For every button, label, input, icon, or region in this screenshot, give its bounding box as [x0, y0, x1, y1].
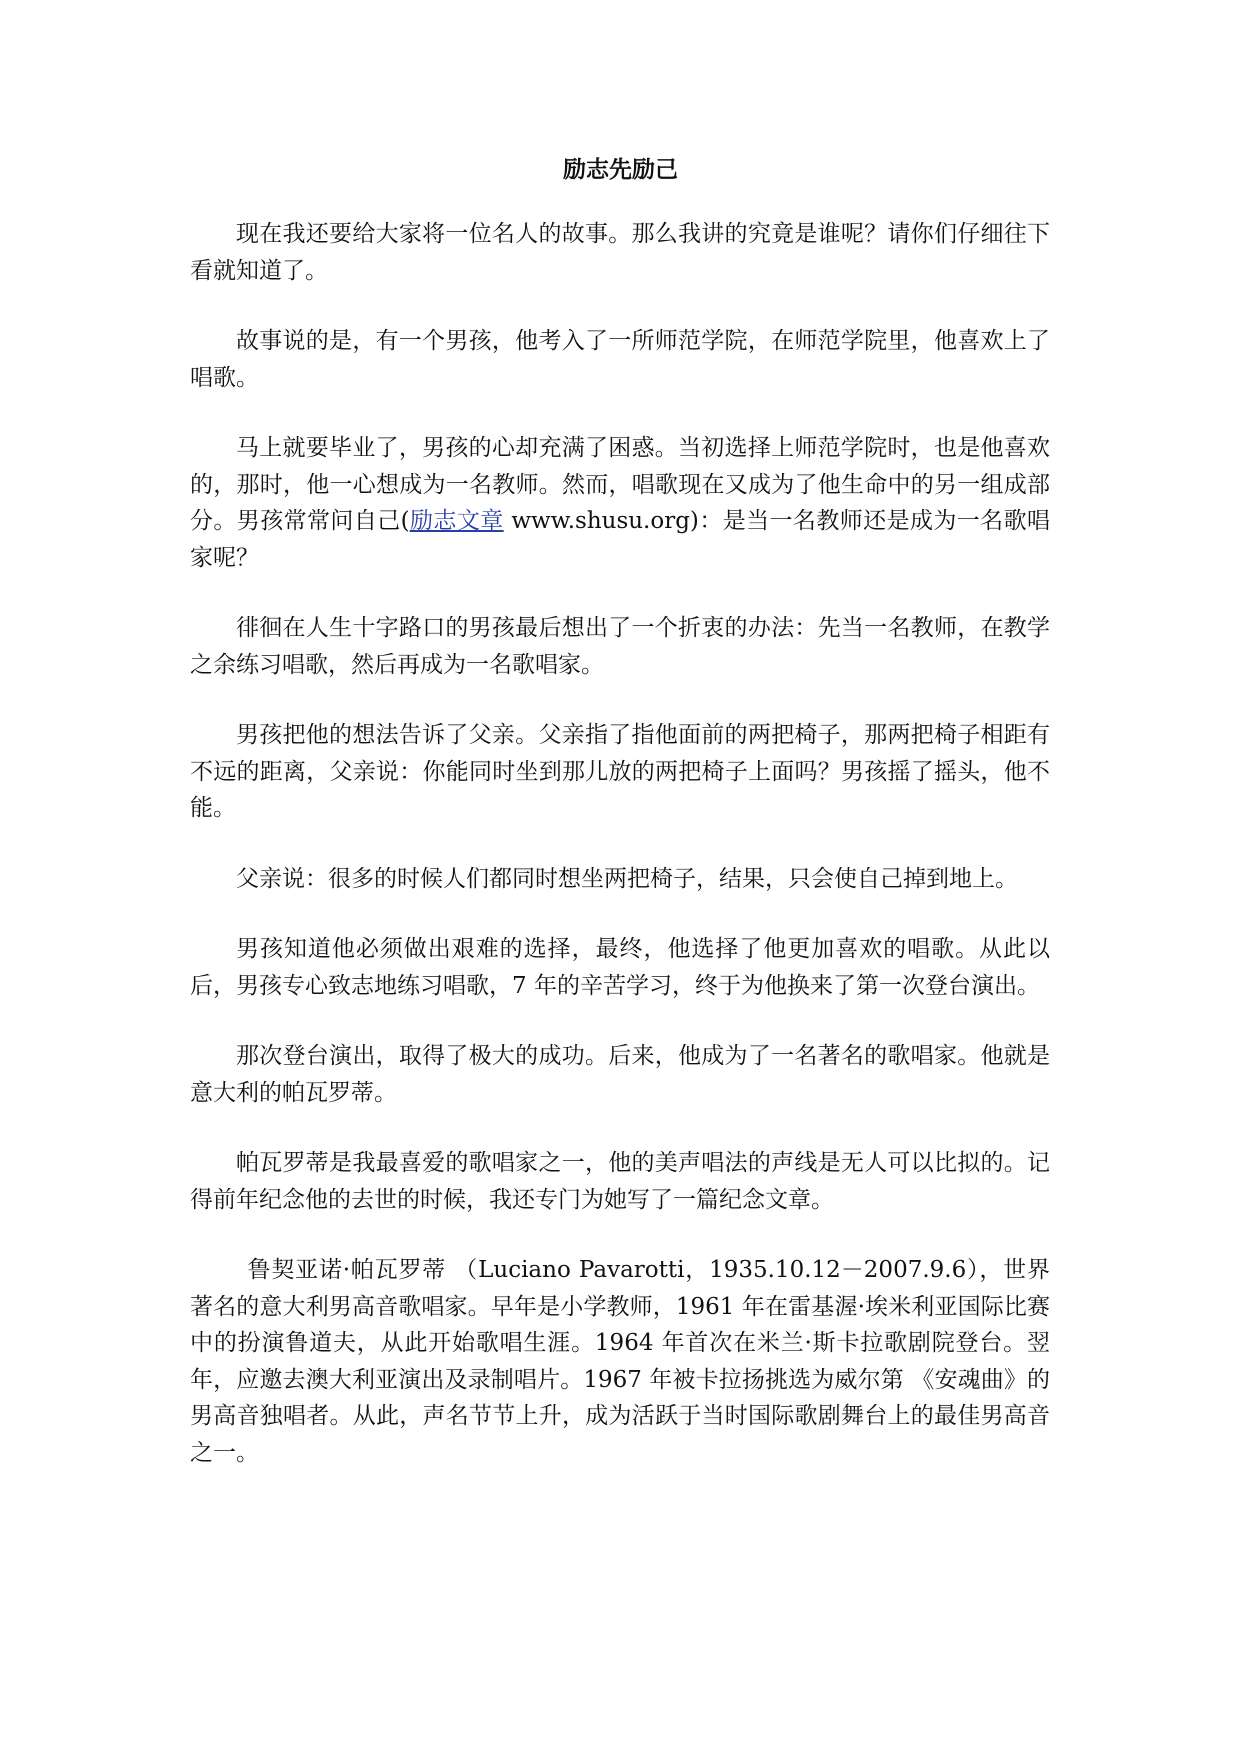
inspirational-articles-link[interactable]: 励志文章 [409, 508, 504, 534]
paragraph-9: 帕瓦罗蒂是我最喜爱的歌唱家之一，他的美声唱法的声线是无人可以比拟的。记得前年纪念他的去世的时候，我还专门为她写了一篇纪念文章。 [190, 1150, 1050, 1213]
paragraph-3 [190, 430, 1050, 576]
paragraph-6: 父亲说：很多的时候人们都同时想坐两把椅子，结果，只会使自己掉到地上。 [236, 865, 1018, 892]
paragraph-1: 现在我还要给大家将一位名人的故事。那么我讲的究竟是谁呢？请你们仔细往下看就知道了。 [190, 221, 1050, 284]
paragraph-5: 男孩把他的想法告诉了父亲。父亲指了指他面前的两把椅子，那两把椅子相距有不远的距离，父亲说：你能同时坐到那儿放的两把椅子上面吗？男孩摇了摇头，他不能。 [190, 722, 1050, 821]
document-title: 励志先励己 [563, 156, 678, 183]
paragraph-2: 故事说的是，有一个男孩，他考入了一所师范学院，在师范学院里，他喜欢上了唱歌。 [190, 328, 1050, 391]
paragraph-10-biography: 鲁契亚诺·帕瓦罗蒂 （Luciano Pavarotti，1935.10.12－2007.9.6），世界著名的意大利男高音歌唱家。早年是小学教师，1961 年在雷基渥·埃米利亚国际比赛 中的扮演鲁道夫，从此开始歌唱生涯。1964 年首次在米兰·斯卡拉歌剧院登台。翌年，应邀去澳大利亚演出及录制唱片。1967 年被卡拉扬挑选为威尔第 《安魂曲》的男高音独唱者。从此，声名节节上升，成为活跃于当时国际歌剧舞台上的最佳男高音之一。 [190, 1257, 1050, 1466]
paragraph-7: 男孩知道他必须做出艰难的选择，最终，他选择了他更加喜欢的唱歌。从此以后，男孩专心致志地练习唱歌，7 年的辛苦学习，终于为他换来了第一次登台演出。 [190, 936, 1050, 999]
document-body [190, 216, 1050, 1505]
paragraph-3-text-before: 马上就要毕业了，男孩的心却充满了困惑。当初选择上师范学院时，也是他喜欢的，那时，他一心想成为一名教师。然而，唱歌现在又成为了他生命中的另一组成部分。男孩常常问自己( [190, 435, 1050, 534]
paragraph-4: 徘徊在人生十字路口的男孩最后想出了一个折衷的办法：先当一名教师，在教学之余练习唱歌，然后再成为一名歌唱家。 [190, 615, 1050, 678]
paragraph-8: 那次登台演出，取得了极大的成功。后来，他成为了一名著名的歌唱家。他就是意大利的帕瓦罗蒂。 [190, 1043, 1050, 1106]
paragraph-3-text-after: www.shusu.org)：是当一名教师还是成为一名歌唱家呢？ [190, 508, 1050, 571]
